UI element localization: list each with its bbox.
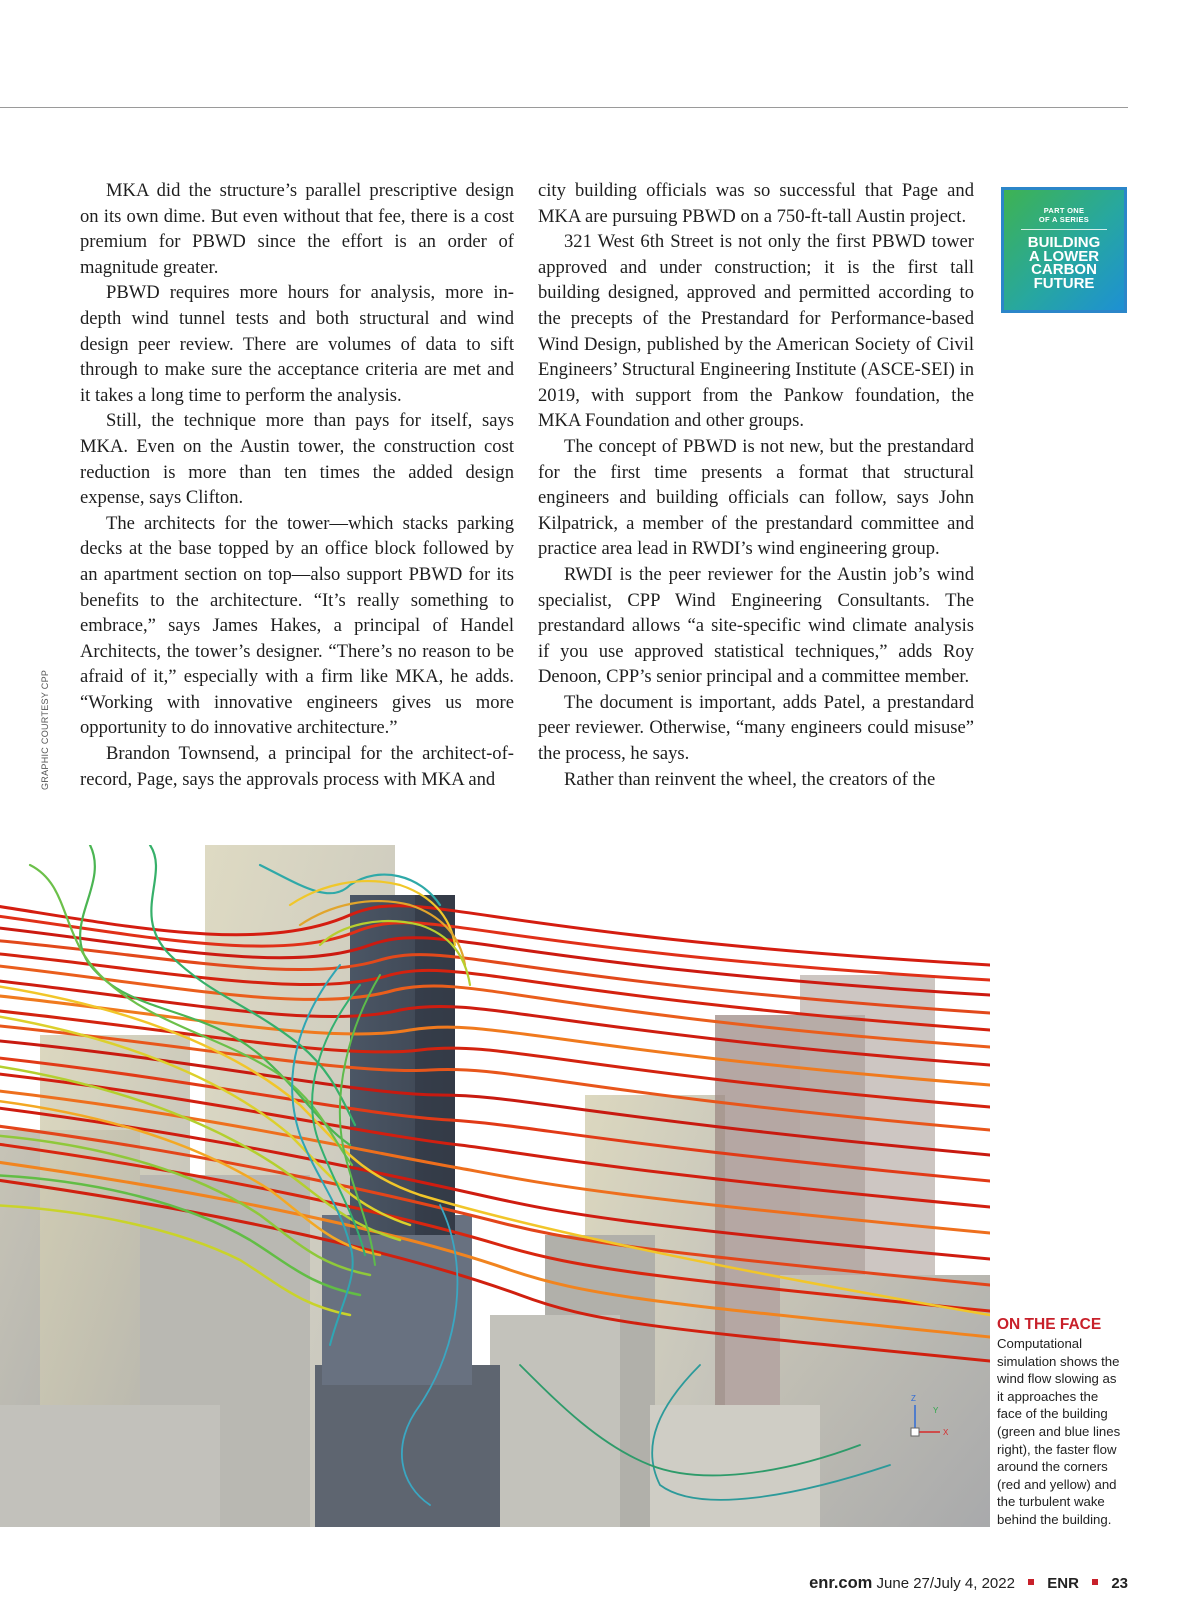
paragraph: The document is important, adds Patel, a prestandard peer reviewer. Otherwise, “many engineers could misuse” the process, he says.: [538, 691, 974, 765]
series-title: [1001, 236, 1127, 290]
title-line: A LOWER: [1028, 247, 1100, 265]
series-badge: [1001, 187, 1127, 313]
building: [0, 1405, 220, 1527]
footer-separator: [1028, 1579, 1034, 1585]
title-line: CARBON: [1031, 261, 1097, 278]
paragraph: RWDI is the peer reviewer for the Austin job’s wind specialist, CPP Wind Engineering Consultants. The prestandard allows “a site-specific wind climate analysis if you use approved statistical techniques,” adds Roy Denoon, CPP’s senior principal and a committee member.: [538, 563, 974, 688]
badge-divider: [1021, 229, 1107, 230]
caption-title: ON THE FACE: [997, 1316, 1102, 1333]
axis-z-label: Z: [911, 1394, 916, 1403]
kicker-line: PART ONE: [1043, 206, 1085, 215]
series-kicker: [1001, 207, 1127, 224]
title-line: FUTURE: [1033, 274, 1095, 292]
page-number: 23: [1111, 1575, 1128, 1592]
body-column-right: [538, 178, 974, 792]
photo-credit: GRAPHIC COURTESY CPP: [40, 669, 50, 790]
title-line: BUILDING: [1027, 234, 1101, 251]
footer-site: enr.com: [809, 1574, 873, 1592]
top-rule: [0, 107, 1128, 108]
kicker-line: OF A SERIES: [1038, 214, 1090, 224]
paragraph: city building officials was so successful that Page and MKA are pursuing PBWD on a 750-ft-tall Austin project.: [538, 180, 974, 227]
axis-x-label: X: [943, 1428, 949, 1437]
caption-body: Computational simulation shows the wind flow slowing as it approaches the face of the building (green and blue lines right), the faster flow around the corners (red and yellow) and the turbulent wake behind the building.: [997, 1336, 1121, 1527]
axes-origin: [911, 1428, 919, 1436]
building: [490, 1315, 620, 1527]
wind-simulation-figure: [0, 845, 990, 1527]
footer-separator: [1092, 1579, 1098, 1585]
tower-podium: [315, 1365, 500, 1527]
paragraph: Still, the technique more than pays for itself, says MKA. Even on the Austin tower, the construction cost reduction is more than ten times the added design expense, says Clifton.: [80, 410, 514, 509]
body-column-left: [80, 178, 514, 792]
paragraph: The architects for the tower—which stacks parking decks at the base topped by an office block followed by an apartment section on top—also support PBWD for its benefits to the architecture. “It’s really something to embrace,” says James Hakes, a principal of Handel Architects, the tower’s designer. “There’s no reason to be afraid of it,” especially with a firm like MKA, he adds. “Working with innovative engineers gives us more opportunity to do innovative architecture.”: [80, 512, 514, 739]
page-footer: [809, 1574, 1128, 1593]
paragraph: PBWD requires more hours for analysis, more in-depth wind tunnel tests and both structural and wind design peer review. There are volumes of data to sift through to make sure the acceptance criteria are met and it takes a long time to perform the analysis.: [80, 282, 514, 406]
paragraph: MKA did the structure’s parallel prescriptive design on its own dime. But even without that fee, there is a cost premium for PBWD since the effort is an order of magnitude greater.: [80, 180, 514, 278]
paragraph: 321 West 6th Street is not only the first PBWD tower approved and under construction; it is the first tall building designed, approved and permitted according to the precepts of the Prestandard for Performance-based Wind Design, published by the American Society of Civil Engineers’ Structural Engineering Institute (ASCE-SEI) in 2019, with support from the Pankow foundation, the MKA Foundation and other groups.: [538, 231, 974, 432]
figure-caption: [997, 1316, 1125, 1529]
paragraph: Brandon Townsend, a principal for the architect-of-record, Page, says the approvals process with MKA and: [80, 743, 514, 790]
footer-date: June 27/July 4, 2022: [876, 1575, 1015, 1592]
footer-magazine: ENR: [1047, 1575, 1079, 1592]
paragraph: The concept of PBWD is not new, but the prestandard for the first time presents a format that structural engineers and building officials can follow, says John Kilpatrick, a member of the prestandard committee and practice area lead in RWDI’s wind engineering group.: [538, 435, 974, 560]
paragraph: Rather than reinvent the wheel, the creators of the: [564, 768, 936, 790]
axis-y-label: Y: [933, 1406, 939, 1415]
